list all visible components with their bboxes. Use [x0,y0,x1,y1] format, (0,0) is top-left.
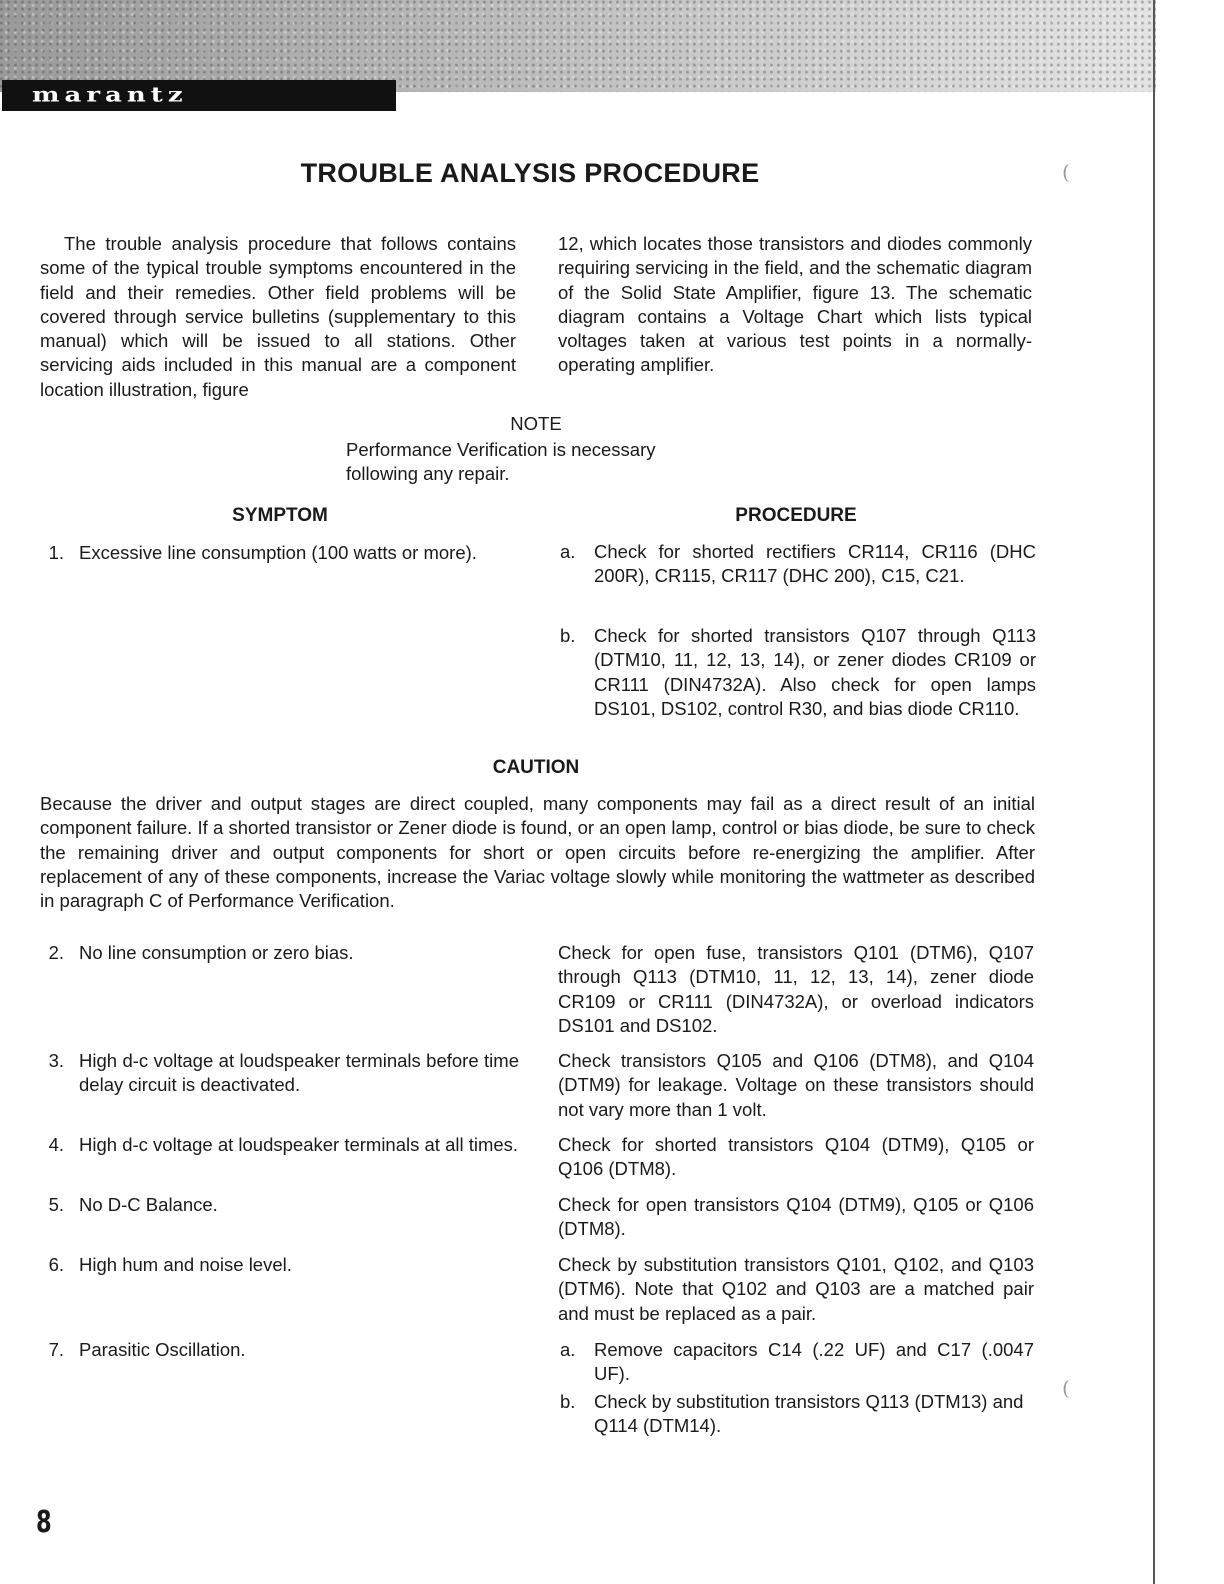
page-edge-rule [1153,0,1155,1584]
margin-mark: ( [1062,1376,1070,1400]
symptom-text: Excessive line consumption (100 watts or more). [79,542,477,563]
symptom-number: 3. [48,1050,64,1071]
symptom-text: High d-c voltage at loudspeaker terminals at all times. [79,1134,519,1155]
procedure-letter: a. [560,1339,576,1360]
procedure-heading: PROCEDURE [735,505,857,526]
procedure-text: Check for shorted rectifiers CR114, CR116 (DHC 200R), CR115, CR117 (DHC 200), C15, C21. [594,541,1036,587]
page-title: TROUBLE ANALYSIS PROCEDURE [300,158,760,188]
symptom-text: High d-c voltage at loudspeaker terminals before time delay circuit is deactivated. [79,1050,519,1096]
symptom-number: 1. [48,542,64,563]
symptom-heading: SYMPTOM [232,505,328,526]
procedure-text: Check for shorted transistors Q104 (DTM9), Q105 or Q106 (DTM8). [558,1134,1034,1180]
procedure-letter: b. [560,1391,576,1412]
procedure-text: Check by substitution transistors Q113 (DTM13) and Q114 (DTM14). [594,1391,1024,1437]
intro-left-column: The trouble analysis procedure that follows contains some of the typical trouble symptoms encountered in the field and their remedies. Other field problems will be covered through service bulletins (supplementary to this manual) which will be issued to all stations. Other servicing aids included in this manual are a component location illustration, figure [40,233,516,400]
symptom-text: No D-C Balance. [79,1194,218,1215]
procedure-text: Check for open fuse, transistors Q101 (DTM6), Q107 through Q113 (DTM10, 11, 12, 13, 14), zener diode CR109 or CR111 (DIN4732A), or overload indicators DS101 and DS102. [558,942,1034,1036]
procedure-letter: a. [560,541,576,562]
brand-logo [2,80,396,111]
symptom-number: 2. [48,942,64,963]
note-heading: NOTE [510,413,562,434]
caution-text: Because the driver and output stages are direct coupled, many components may fail as a direct result of an initial component failure. If a shorted transistor or Zener diode is found, or an open lamp, control or bias diode, be sure to check the remaining driver and output components for short or open circuits before re-energizing the amplifier. After replacement of any of these components, increase the Variac voltage slowly while monitoring the wattmeter as described in paragraph C of Performance Verification. [40,793,1035,912]
symptom-text: High hum and noise level. [79,1254,292,1275]
symptom-text: Parasitic Oscillation. [79,1339,246,1360]
symptom-number: 4. [48,1134,64,1155]
procedure-text: Remove capacitors C14 (.22 UF) and C17 (.0047 UF). [594,1339,1034,1385]
note-text: Performance Verification is necessary following any repair. [346,439,656,485]
procedure-text: Check transistors Q105 and Q106 (DTM8), and Q104 (DTM9) for leakage. Voltage on these transistors should not vary more than 1 volt. [558,1050,1034,1120]
header-band [0,0,1156,92]
procedure-text: Check for open transistors Q104 (DTM9), Q105 or Q106 (DTM8). [558,1194,1034,1240]
caution-heading: CAUTION [492,757,580,778]
margin-mark: ( [1062,160,1070,184]
procedure-text: Check for shorted transistors Q107 through Q113 (DTM10, 11, 12, 13, 14), or zener diodes CR109 or CR111 (DIN4732A). Also check for open lamps DS101, DS102, control R30, and bias diode CR110. [594,625,1036,719]
brand-logo-text: marantz [32,83,188,107]
procedure-letter: b. [560,625,576,646]
procedure-text: Check by substitution transistors Q101, Q102, and Q103 (DTM6). Note that Q102 and Q103 are a matched pair and must be replaced as a pair. [558,1254,1034,1324]
page-number: 8 [36,1505,52,1540]
intro-right-column: 12, which locates those transistors and diodes commonly requiring servicing in the field, and the schematic diagram of the Solid State Amplifier, figure 13. The schematic diagram contains a Voltage Chart which lists typical voltages taken at various test points in a normally-operating amplifier. [558,233,1032,376]
symptom-number: 6. [48,1254,64,1275]
symptom-text: No line consumption or zero bias. [79,942,354,963]
symptom-number: 5. [48,1194,64,1215]
symptom-number: 7. [48,1339,64,1360]
